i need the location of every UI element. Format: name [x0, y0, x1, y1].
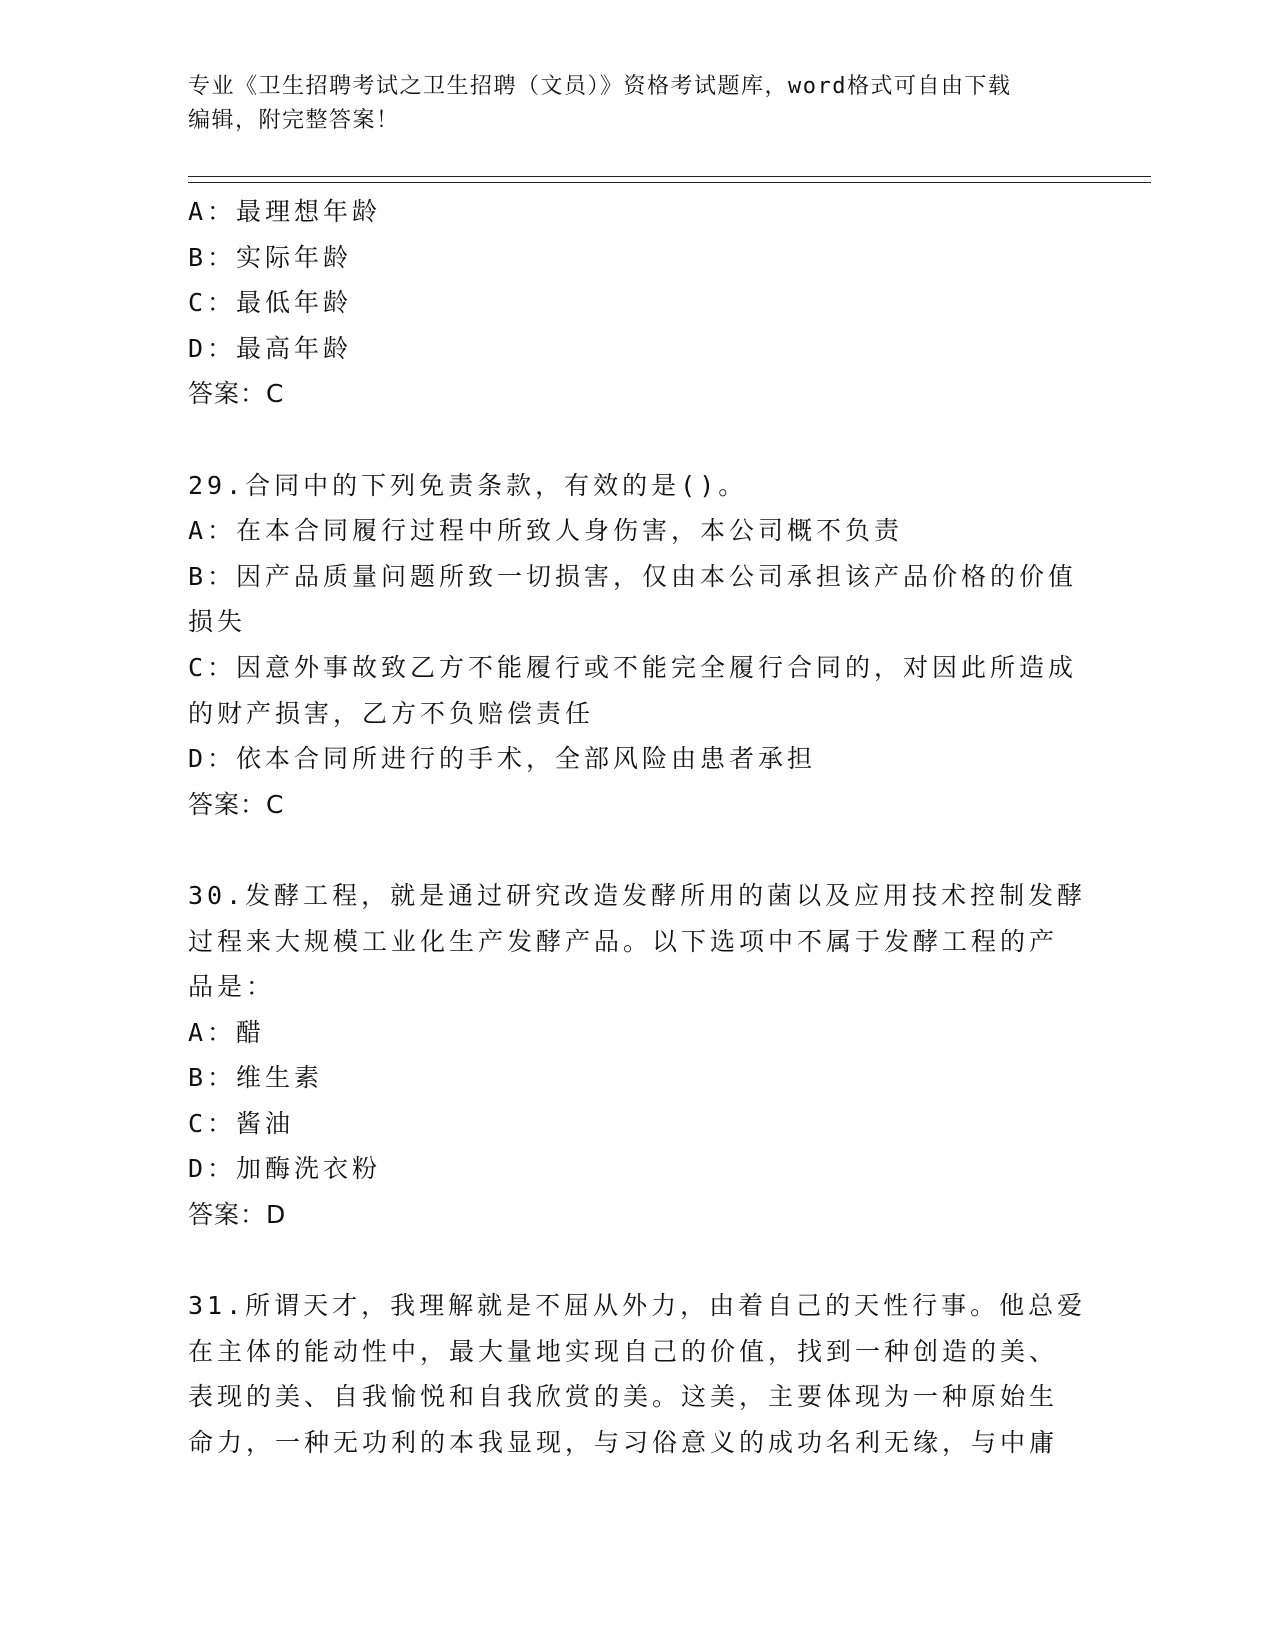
q28-option-a: A：最理想年龄: [188, 197, 382, 226]
q31-stem-line-4: 命力，一种无功利的本我显现，与习俗意义的成功名利无缘，与中庸: [188, 1428, 1059, 1458]
q29-option-b-line-2: 损失: [188, 607, 247, 637]
q30-stem-line-3: 品是：: [188, 972, 276, 1002]
q30-option-d: D：加酶洗衣粉: [188, 1154, 382, 1184]
document-header: [188, 70, 1088, 138]
q28-option-b: B：实际年龄: [188, 242, 353, 272]
question-29-block: [188, 463, 1088, 828]
q31-stem-line-1: 31.所谓天才，我理解就是不屈从外力，由着自己的天性行事。他总爱: [188, 1291, 1087, 1321]
q28-answer: 答案：C: [188, 379, 285, 409]
q29-option-c-line-1: C：因意外事故致乙方不能履行或不能完全履行合同的，对因此所造成: [188, 652, 1078, 682]
q31-stem-line-2: 在主体的能动性中，最大量地实现自己的价值，找到一种创造的美、: [188, 1336, 1059, 1366]
q29-option-a: A：在本合同履行过程中所致人身伤害，本公司概不负责: [188, 516, 904, 546]
q29-option-b-line-1: B：因产品质量问题所致一切损害，仅由本公司承担该产品价格的价值: [188, 561, 1078, 591]
q30-stem-line-1: 30.发酵工程，就是通过研究改造发酵所用的菌以及应用技术控制发酵: [188, 880, 1087, 910]
q30-option-b: B：维生素: [188, 1063, 324, 1093]
q29-answer: 答案：C: [188, 789, 285, 819]
header-title-line-2: 编辑，附完整答案！: [188, 108, 400, 133]
header-rule-top: [188, 176, 1151, 177]
question-28-block: [188, 189, 1088, 417]
header-title-line-1: 专业《卫生招聘考试之卫生招聘（文员）》资格考试题库，word格式可自由下载: [188, 74, 1012, 99]
q30-option-c: C：酱油: [188, 1108, 295, 1138]
q31-stem-line-3: 表现的美、自我愉悦和自我欣赏的美。这美，主要体现为一种原始生: [188, 1382, 1059, 1412]
q30-answer: 答案：D: [188, 1200, 287, 1230]
q28-option-c: C：最低年龄: [188, 288, 353, 318]
q29-option-c-line-2: 的财产损害，乙方不负赔偿责任: [188, 698, 595, 728]
header-rule-bottom: [188, 182, 1151, 183]
q28-option-d: D：最高年龄: [188, 333, 353, 363]
question-31-block: [188, 1283, 1088, 1465]
q29-option-d: D：依本合同所进行的手术，全部风险由患者承担: [188, 744, 817, 774]
q30-stem-line-2: 过程来大规模工业化生产发酵产品。以下选项中不属于发酵工程的产: [188, 926, 1059, 956]
q29-stem: 29.合同中的下列免责条款，有效的是()。: [188, 470, 748, 500]
question-content: [188, 189, 1088, 1466]
q30-option-a: A：醋: [188, 1017, 266, 1047]
question-30-block: [188, 873, 1088, 1238]
